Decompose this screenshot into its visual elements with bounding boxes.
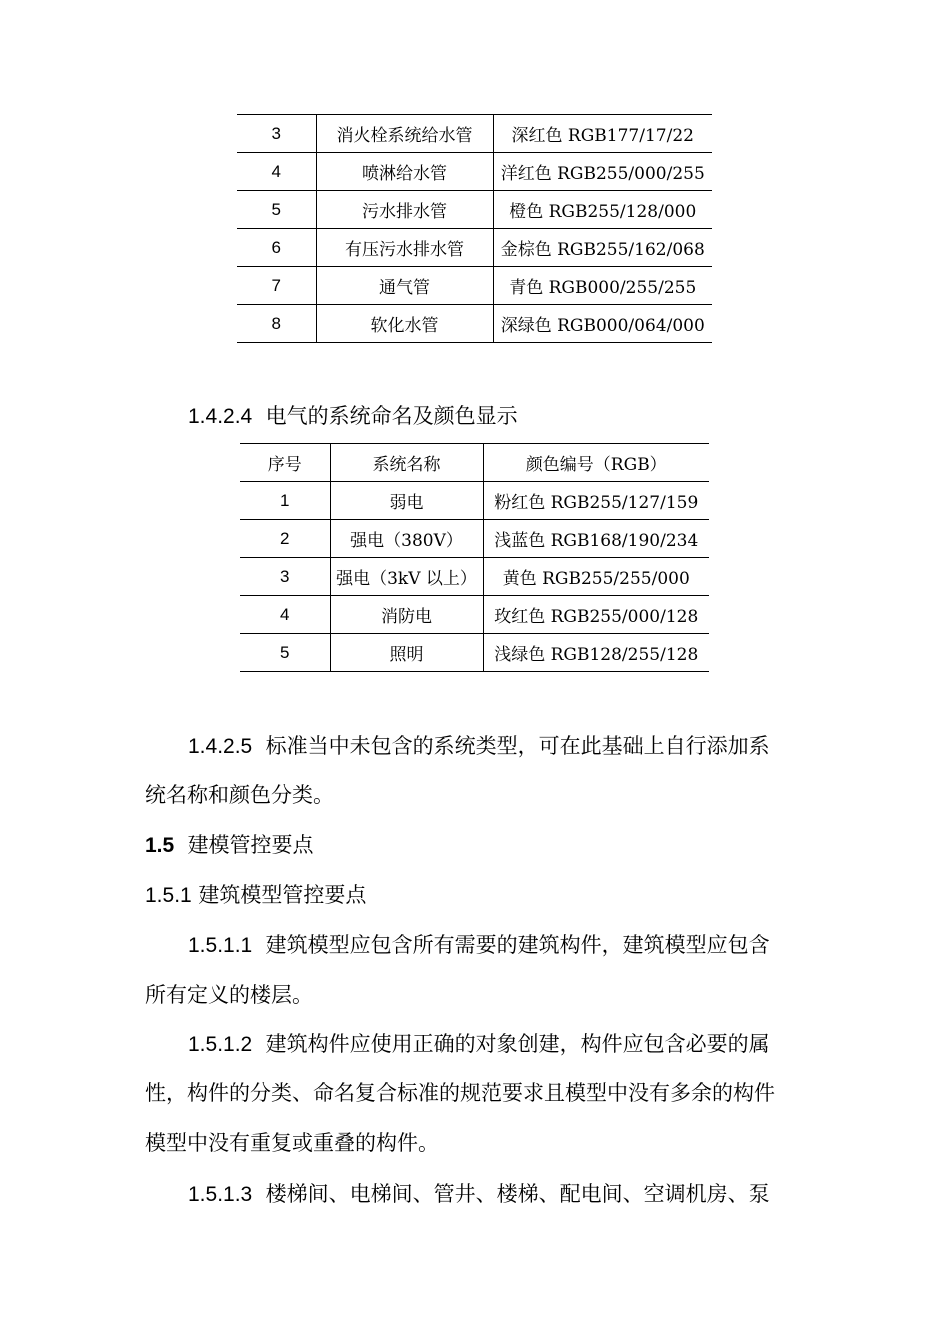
table-row [240, 596, 709, 634]
row-number: 3 [237, 115, 316, 153]
table-row [237, 191, 712, 229]
paragraph-1425-continued: 统名称和颜色分类。 [145, 783, 334, 807]
system-name: 照明 [330, 634, 483, 672]
table-row [237, 229, 712, 267]
system-name: 软化水管 [316, 305, 493, 343]
column-header: 颜色编号（RGB） [483, 444, 709, 482]
color-code: 浅绿色 RGB128/255/128 [483, 634, 709, 672]
section-heading-1424 [188, 403, 518, 430]
paragraph-text: 标准当中未包含的系统类型，可在此基础上自行添加系 [265, 734, 770, 758]
table-row [237, 305, 712, 343]
color-code: 玫红色 RGB255/000/128 [483, 596, 709, 634]
paragraph-number: 1.4.2.5 [188, 735, 253, 758]
color-code: 青色 RGB000/255/255 [493, 267, 712, 305]
row-number: 7 [237, 267, 316, 305]
system-name: 通气管 [316, 267, 493, 305]
row-number: 3 [240, 558, 330, 596]
color-code: 粉红色 RGB255/127/159 [483, 482, 709, 520]
row-number: 8 [237, 305, 316, 343]
heading-title: 建模管控要点 [187, 833, 314, 857]
color-code: 浅蓝色 RGB168/190/234 [483, 520, 709, 558]
system-name: 喷淋给水管 [316, 153, 493, 191]
heading-1-5-1 [145, 882, 366, 909]
row-number: 1 [240, 482, 330, 520]
color-code: 橙色 RGB255/128/000 [493, 191, 712, 229]
table-row [240, 558, 709, 596]
paragraph-number: 1.5.1.1 [188, 934, 253, 957]
system-name: 消防电 [330, 596, 483, 634]
table-row [240, 634, 709, 672]
paragraph-text: 楼梯间、电梯间、管井、楼梯、配电间、空调机房、泵 [265, 1182, 770, 1206]
row-number: 4 [237, 153, 316, 191]
system-name: 有压污水排水管 [316, 229, 493, 267]
table-row [237, 115, 712, 153]
table-header-row [240, 444, 709, 482]
table-row [240, 520, 709, 558]
table-row [237, 153, 712, 191]
paragraph-text: 建筑模型应包含所有需要的建筑构件，建筑模型应包含 [265, 933, 770, 957]
system-name: 弱电 [330, 482, 483, 520]
section-title: 电气的系统命名及颜色显示 [265, 404, 518, 428]
system-name: 强电（3kV 以上） [330, 558, 483, 596]
row-number: 2 [240, 520, 330, 558]
paragraph-1511 [188, 932, 770, 959]
row-number: 4 [240, 596, 330, 634]
section-number: 1.4.2.4 [188, 405, 253, 428]
row-number: 6 [237, 229, 316, 267]
color-code: 金棕色 RGB255/162/068 [493, 229, 712, 267]
water-system-color-table [237, 114, 712, 343]
color-code: 黄色 RGB255/255/000 [483, 558, 709, 596]
paragraph-number: 1.5.1.3 [188, 1183, 253, 1206]
system-name: 污水排水管 [316, 191, 493, 229]
color-code: 深绿色 RGB000/064/000 [493, 305, 712, 343]
row-number: 5 [237, 191, 316, 229]
heading-title: 建筑模型管控要点 [198, 883, 367, 907]
heading-1-5 [145, 832, 314, 859]
heading-number: 1.5.1 [145, 884, 192, 907]
table-row [237, 267, 712, 305]
column-header: 序号 [240, 444, 330, 482]
paragraph-1425 [188, 733, 770, 760]
system-name: 强电（380V） [330, 520, 483, 558]
color-code: 洋红色 RGB255/000/255 [493, 153, 712, 191]
paragraph-1511-continued: 所有定义的楼层。 [145, 983, 313, 1007]
electrical-system-color-table [240, 443, 709, 672]
paragraph-number: 1.5.1.2 [188, 1033, 253, 1056]
paragraph-1512-continued: 模型中没有重复或重叠的构件。 [145, 1131, 439, 1155]
paragraph-1512 [188, 1031, 770, 1058]
color-code: 深红色 RGB177/17/22 [493, 115, 712, 153]
system-name: 消火栓系统给水管 [316, 115, 493, 153]
heading-number: 1.5 [145, 834, 175, 857]
paragraph-text: 建筑构件应使用正确的对象创建，构件应包含必要的属 [265, 1032, 770, 1056]
table-row [240, 482, 709, 520]
column-header: 系统名称 [330, 444, 483, 482]
paragraph-1513 [188, 1181, 770, 1208]
row-number: 5 [240, 634, 330, 672]
paragraph-1512-continued: 性，构件的分类、命名复合标准的规范要求且模型中没有多余的构件 [145, 1081, 775, 1105]
